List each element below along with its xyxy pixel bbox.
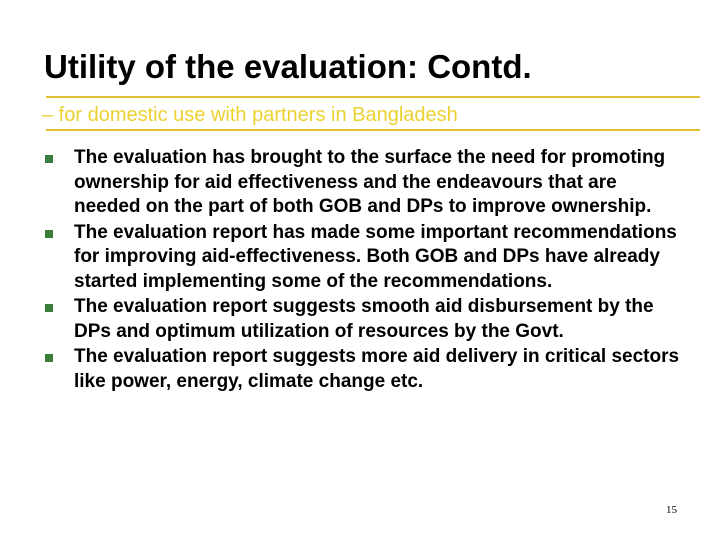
subtitle-divider: [46, 129, 700, 131]
square-bullet-icon: [45, 354, 53, 362]
bullet-item: [44, 345, 684, 394]
bullet-item: [44, 221, 684, 295]
square-bullet-icon: [45, 304, 53, 312]
bullet-item: [44, 295, 684, 344]
square-bullet-icon: [45, 230, 53, 238]
bullet-list: [44, 146, 684, 395]
bullet-text: The evaluation report suggests more aid delivery in critical sectors like power, energy, climate change etc.: [74, 346, 680, 392]
slide-subtitle: – for domestic use with partners in Bangladesh: [42, 104, 458, 126]
square-bullet-icon: [45, 155, 53, 163]
bullet-text: The evaluation report suggests smooth aid disbursement by the DPs and optimum utilization of resources by the Govt.: [74, 296, 654, 342]
page-number: 15: [666, 504, 677, 516]
slide-title: Utility of the evaluation: Contd.: [44, 48, 532, 85]
title-divider: [46, 96, 700, 98]
bullet-item: [44, 146, 684, 220]
bullet-text: The evaluation has brought to the surface the need for promoting ownership for aid effectiveness and the endeavours that are needed on the part of both GOB and DPs to improve ownership.: [74, 147, 666, 217]
bullet-text: The evaluation report has made some important recommendations for improving aid-effectiveness. Both GOB and DPs have already started implementing some of the recommendations.: [74, 221, 677, 292]
